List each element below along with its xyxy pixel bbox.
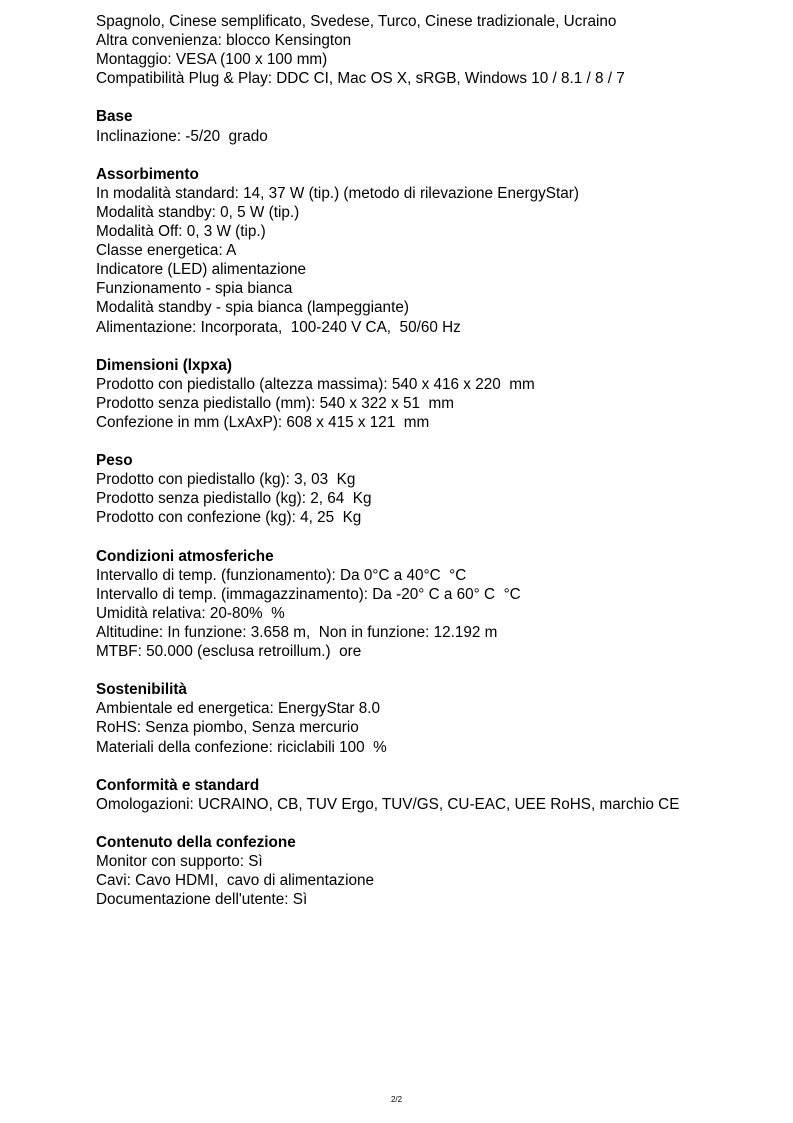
section-condizioni-atmosferiche <box>96 547 776 662</box>
spec-document <box>96 12 776 909</box>
spec-line: Prodotto senza piedistallo (mm): 540 x 322 x 51 mm <box>96 394 454 412</box>
section-heading: Condizioni atmosferiche <box>96 547 274 565</box>
spec-line: Intervallo di temp. (immagazzinamento): Da -20° C a 60° C °C <box>96 585 521 603</box>
spec-line: Prodotto con piedistallo (kg): 3, 03 Kg <box>96 471 356 489</box>
spec-line: In modalità standard: 14, 37 W (tip.) (metodo di rilevazione EnergyStar) <box>96 184 579 202</box>
section-heading: Assorbimento <box>96 165 199 183</box>
spec-line: Classe energetica: A <box>96 242 237 260</box>
section-heading: Peso <box>96 452 133 470</box>
section-heading: Contenuto della confezione <box>96 834 296 852</box>
spec-line: Alimentazione: Incorporata, 100-240 V CA, 50/60 Hz <box>96 318 461 336</box>
spec-line: MTBF: 50.000 (esclusa retroillum.) ore <box>96 643 362 661</box>
spec-line: Prodotto senza piedistallo (kg): 2, 64 Kg <box>96 490 372 508</box>
spec-line: Monitor con supporto: Sì <box>96 853 263 871</box>
spec-line: Modalità standby: 0, 5 W (tip.) <box>96 203 300 221</box>
spec-line: Indicatore (LED) alimentazione <box>96 261 307 279</box>
spec-line: Ambientale ed energetica: EnergyStar 8.0 <box>96 700 381 718</box>
intro-line: Altra convenienza: blocco Kensington <box>96 32 352 50</box>
section-assorbimento <box>96 165 776 337</box>
page-number: 2/2 <box>390 1095 403 1104</box>
spec-line: Documentazione dell'utente: Sì <box>96 891 308 909</box>
spec-line: Modalità Off: 0, 3 W (tip.) <box>96 223 266 241</box>
section-sostenibilita <box>96 680 776 756</box>
intro-line: Spagnolo, Cinese semplificato, Svedese, Turco, Cinese tradizionale, Ucraino <box>96 13 617 30</box>
spec-line: Altitudine: In funzione: 3.658 m, Non in funzione: 12.192 m <box>96 624 498 641</box>
spec-line: Omologazioni: UCRAINO, CB, TUV Ergo, TUV/GS, CU-EAC, UEE RoHS, marchio CE <box>96 795 680 813</box>
section-heading: Conformità e standard <box>96 776 260 794</box>
spec-line: Intervallo di temp. (funzionamento): Da 0°C a 40°C °C <box>96 566 467 584</box>
section-conformita <box>96 776 776 814</box>
section-dimensioni <box>96 356 776 432</box>
spec-line: Prodotto con confezione (kg): 4, 25 Kg <box>96 509 362 527</box>
intro-block <box>96 12 776 88</box>
spec-line: Funzionamento - spia bianca <box>96 280 293 298</box>
spec-line: Modalità standby - spia bianca (lampeggiante) <box>96 299 409 317</box>
section-heading: Dimensioni (lxpxa) <box>96 356 232 374</box>
intro-line: Compatibilità Plug & Play: DDC CI, Mac OS X, sRGB, Windows 10 / 8.1 / 8 / 7 <box>96 70 625 88</box>
spec-line: Umidità relativa: 20-80% % <box>96 604 285 622</box>
spec-line: Confezione in mm (LxAxP): 608 x 415 x 121 mm <box>96 413 430 431</box>
spec-line: RoHS: Senza piombo, Senza mercurio <box>96 719 359 737</box>
section-contenuto-confezione <box>96 833 776 909</box>
section-base <box>96 107 776 145</box>
section-heading: Base <box>96 108 133 126</box>
spec-line: Cavi: Cavo HDMI, cavo di alimentazione <box>96 872 375 890</box>
section-peso <box>96 451 776 527</box>
intro-line: Montaggio: VESA (100 x 100 mm) <box>96 51 328 69</box>
spec-line: Materiali della confezione: riciclabili 100 % <box>96 738 387 756</box>
spec-line: Prodotto con piedistallo (altezza massima): 540 x 416 x 220 mm <box>96 375 535 393</box>
spec-line: Inclinazione: -5/20 grado <box>96 127 268 145</box>
section-heading: Sostenibilità <box>96 681 187 699</box>
